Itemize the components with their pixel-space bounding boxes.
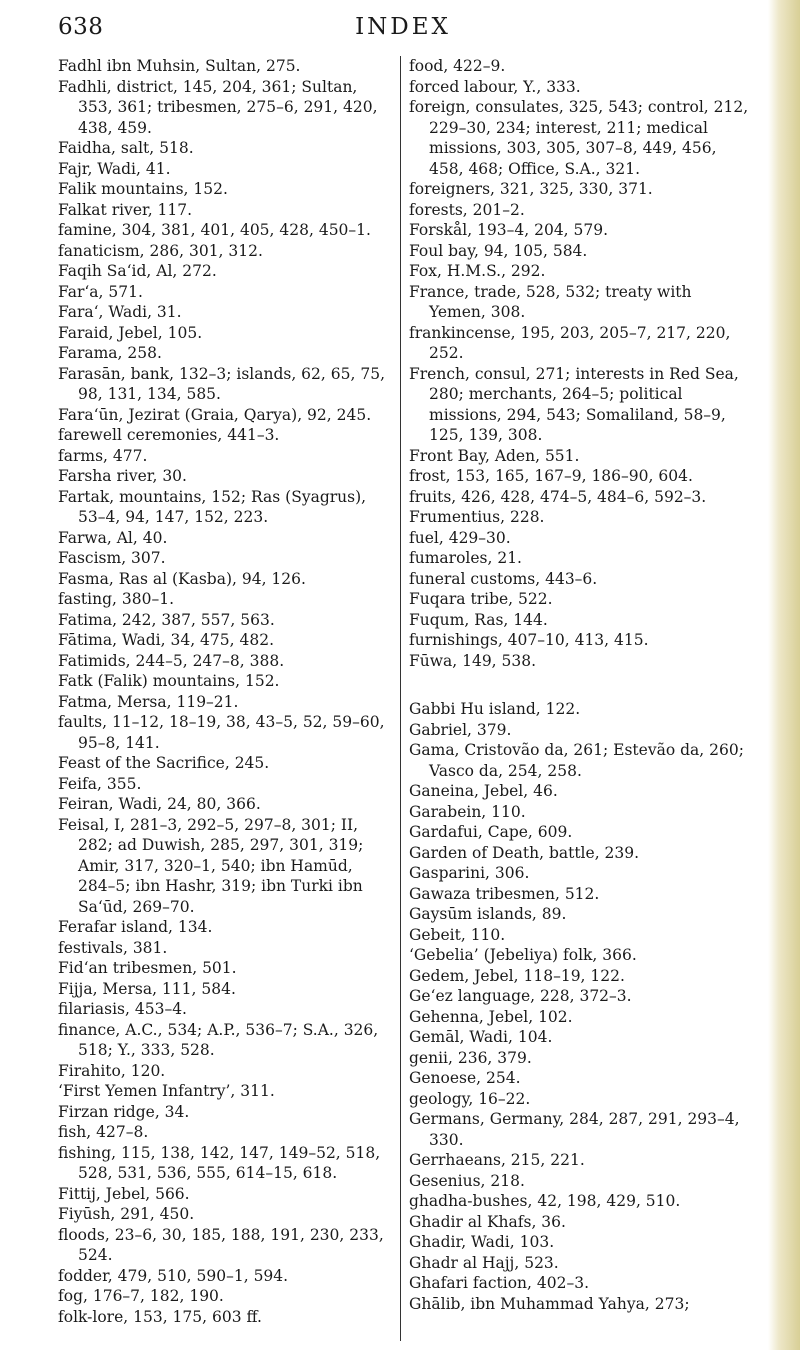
index-entry: Gawaza tribesmen, 512.: [409, 884, 600, 903]
index-entry: Fara‘ūn, Jezirat (Graia, Qarya), 92, 245.: [58, 405, 372, 424]
f-entries: [409, 56, 749, 671]
index-entry: Fātima, Wadi, 34, 475, 482.: [58, 631, 275, 649]
index-entry: Genoese, 254.: [409, 1069, 521, 1087]
index-entry: foreigners, 321, 325, 330, 371.: [409, 180, 653, 198]
index-entry: Fuqum, Ras, 144.: [409, 610, 548, 629]
index-entry: Forskål, 193–4, 204, 579.: [409, 221, 609, 239]
index-entry: Ganeina, Jebel, 46.: [409, 782, 558, 800]
index-entry: frankincense, 195, 203, 205–7, 217, 220, 252.: [409, 323, 731, 362]
index-entry: Gemāl, Wadi, 104.: [409, 1028, 553, 1046]
running-head: INDEX: [355, 14, 451, 40]
page-edge-shadow: [768, 0, 800, 1350]
index-entry: Fittij, Jebel, 566.: [58, 1184, 190, 1203]
index-entry: Fijja, Mersa, 111, 584.: [58, 979, 236, 998]
index-entry: Foul bay, 94, 105, 584.: [409, 241, 588, 260]
index-entry: Frumentius, 228.: [409, 508, 545, 526]
index-entry: Farsha river, 30.: [58, 467, 187, 485]
left-column: [58, 56, 390, 1327]
index-entry: Ghadir, Wadi, 103.: [409, 1233, 555, 1251]
index-entry: geology, 16–22.: [409, 1089, 531, 1108]
index-entry: Ghālib, ibn Muhammad Yahya, 273;: [409, 1294, 690, 1313]
index-entry: funeral customs, 443–6.: [409, 569, 598, 588]
section-gap: [409, 671, 749, 699]
index-entry: Front Bay, Aden, 551.: [409, 446, 580, 465]
index-entry: floods, 23–6, 30, 185, 188, 191, 230, 233, 524.: [58, 1225, 384, 1264]
g-entries: [409, 699, 749, 1314]
index-entry: Fascism, 307.: [58, 549, 166, 567]
index-entry: Firahito, 120.: [58, 1061, 166, 1080]
index-entry: Gesenius, 218.: [409, 1171, 525, 1190]
index-entry: Ghafari faction, 402–3.: [409, 1274, 590, 1292]
index-entry: Gebeit, 110.: [409, 925, 506, 944]
index-entry: Far‘a, 571.: [58, 282, 143, 301]
page-header: [58, 14, 748, 50]
index-entry: Fox, H.M.S., 292.: [409, 262, 546, 280]
index-entry: ghadha-bushes, 42, 198, 429, 510.: [409, 1192, 681, 1210]
index-entry: forests, 201–2.: [409, 200, 525, 219]
index-entry: Farasān, bank, 132–3; islands, 62, 65, 75, 98, 131, 134, 585.: [58, 364, 385, 403]
index-entry: Gerrhaeans, 215, 221.: [409, 1151, 585, 1169]
index-entry: fish, 427–8.: [58, 1123, 149, 1141]
index-entry: Fatimids, 244–5, 247–8, 388.: [58, 651, 285, 670]
index-entry: fishing, 115, 138, 142, 147, 149–52, 518, 528, 531, 536, 555, 614–15, 618.: [58, 1143, 381, 1182]
index-entry: Gedem, Jebel, 118–19, 122.: [409, 966, 625, 985]
index-entry: Fatk (Falik) mountains, 152.: [58, 672, 280, 690]
index-entry: folk-lore, 153, 175, 603 ff.: [58, 1307, 262, 1326]
index-entry: Feifa, 355.: [58, 774, 142, 793]
index-entry: Ghadr al Hajj, 523.: [409, 1253, 559, 1272]
index-entry: Garabein, 110.: [409, 802, 526, 821]
right-column: [400, 56, 749, 1341]
index-entry: frost, 153, 165, 167–9, 186–90, 604.: [409, 467, 693, 485]
index-entry: Garden of Death, battle, 239.: [409, 843, 640, 862]
index-entry: French, consul, 271; interests in Red Sea, 280; merchants, 264–5; political missions, 294, 543; Somaliland, 58–9, 125, 139, 308.: [409, 364, 739, 444]
index-entry: Ge‘ez language, 228, 372–3.: [409, 987, 632, 1005]
index-entry: Fatima, 242, 387, 557, 563.: [58, 610, 275, 629]
index-entry: Falkat river, 117.: [58, 200, 193, 219]
index-entry: Fatma, Mersa, 119–21.: [58, 692, 239, 711]
index-entry: Feisal, I, 281–3, 292–5, 297–8, 301; II, 282; ad Duwish, 285, 297, 301, 319; Amir, 317, 320–1, 540; ibn Hamūd, 284–5; ibn Hashr, 319; ibn Turki ibn Sa‘ūd, 269–70.: [58, 815, 364, 916]
index-entry: fodder, 479, 510, 590–1, 594.: [58, 1266, 289, 1285]
index-entry: Firzan ridge, 34.: [58, 1102, 190, 1121]
index-entry: ‘Gebelia’ (Jebeliya) folk, 366.: [409, 946, 637, 964]
page-number: 638: [58, 14, 104, 40]
index-entry: filariasis, 453–4.: [58, 1000, 187, 1018]
index-entry: ‘First Yemen Infantry’, 311.: [58, 1082, 275, 1100]
index-entry: France, trade, 528, 532; treaty with Yemen, 308.: [409, 282, 692, 321]
index-entry: Feiran, Wadi, 24, 80, 366.: [58, 795, 261, 813]
index-entry: food, 422–9.: [409, 57, 506, 75]
index-entry: Farwa, Al, 40.: [58, 528, 168, 547]
index-entry: finance, A.C., 534; A.P., 536–7; S.A., 326, 518; Y., 333, 528.: [58, 1020, 379, 1059]
index-entry: Gabriel, 379.: [409, 720, 512, 739]
index-entry: Germans, Germany, 284, 287, 291, 293–4, 330.: [409, 1110, 740, 1149]
index-entry: Fasma, Ras al (Kasba), 94, 126.: [58, 569, 306, 588]
index-entry: Fuqara tribe, 522.: [409, 590, 553, 608]
index-entry: Fadhl ibn Muhsin, Sultan, 275.: [58, 57, 301, 75]
index-entry: Faqih Sa‘id, Al, 272.: [58, 262, 217, 280]
index-entry: Fara‘, Wadi, 31.: [58, 303, 182, 321]
index-entry: fog, 176–7, 182, 190.: [58, 1287, 224, 1305]
index-entry: fuel, 429–30.: [409, 528, 511, 547]
index-entry: fasting, 380–1.: [58, 590, 175, 608]
index-entry: Faraid, Jebel, 105.: [58, 323, 203, 342]
index-entry: Fajr, Wadi, 41.: [58, 159, 171, 178]
index-entry: Ferafar island, 134.: [58, 918, 213, 936]
index-entry: foreign, consulates, 325, 543; control, 212, 229–30, 234; interest, 211; medical missions, 303, 305, 307–8, 449, 456, 458, 468; Office, S.A., 321.: [409, 98, 749, 178]
index-entry: Feast of the Sacrifice, 245.: [58, 754, 270, 772]
index-entry: Gardafui, Cape, 609.: [409, 823, 573, 841]
index-entry: Ghadir al Khafs, 36.: [409, 1212, 566, 1231]
index-entry: Faidha, salt, 518.: [58, 139, 194, 157]
index-entry: furnishings, 407–10, 413, 415.: [409, 631, 649, 649]
index-entry: Farama, 258.: [58, 344, 162, 362]
index-entry: farewell ceremonies, 441–3.: [58, 426, 280, 444]
index-entry: Fiyūsh, 291, 450.: [58, 1205, 195, 1223]
index-entry: fruits, 426, 428, 474–5, 484–6, 592–3.: [409, 487, 707, 506]
index-entry: Gaysūm islands, 89.: [409, 905, 567, 923]
index-entry: Fadhli, district, 145, 204, 361; Sultan, 353, 361; tribesmen, 275–6, 291, 420, 438, 459.: [58, 77, 378, 137]
index-entry: Fid‘an tribesmen, 501.: [58, 959, 237, 977]
index-entry: Gama, Cristovão da, 261; Estevão da, 260; Vasco da, 254, 258.: [409, 741, 744, 780]
index-entry: forced labour, Y., 333.: [409, 77, 581, 96]
index-entry: Gehenna, Jebel, 102.: [409, 1007, 573, 1026]
index-entry: fumaroles, 21.: [409, 549, 522, 567]
index-entry: Fartak, mountains, 152; Ras (Syagrus), 53–4, 94, 147, 152, 223.: [58, 487, 367, 526]
index-entry: Falik mountains, 152.: [58, 180, 228, 198]
index-entry: Fūwa, 149, 538.: [409, 651, 537, 670]
index-entry: famine, 304, 381, 401, 405, 428, 450–1.: [58, 221, 371, 239]
index-entry: Gabbi Hu island, 122.: [409, 700, 581, 718]
index-entry: faults, 11–12, 18–19, 38, 43–5, 52, 59–60, 95–8, 141.: [58, 713, 385, 752]
index-entry: festivals, 381.: [58, 938, 168, 957]
index-entry: genii, 236, 379.: [409, 1048, 532, 1067]
index-entry: fanaticism, 286, 301, 312.: [58, 241, 263, 260]
index-entry: farms, 477.: [58, 446, 148, 465]
index-entry: Gasparini, 306.: [409, 864, 530, 882]
